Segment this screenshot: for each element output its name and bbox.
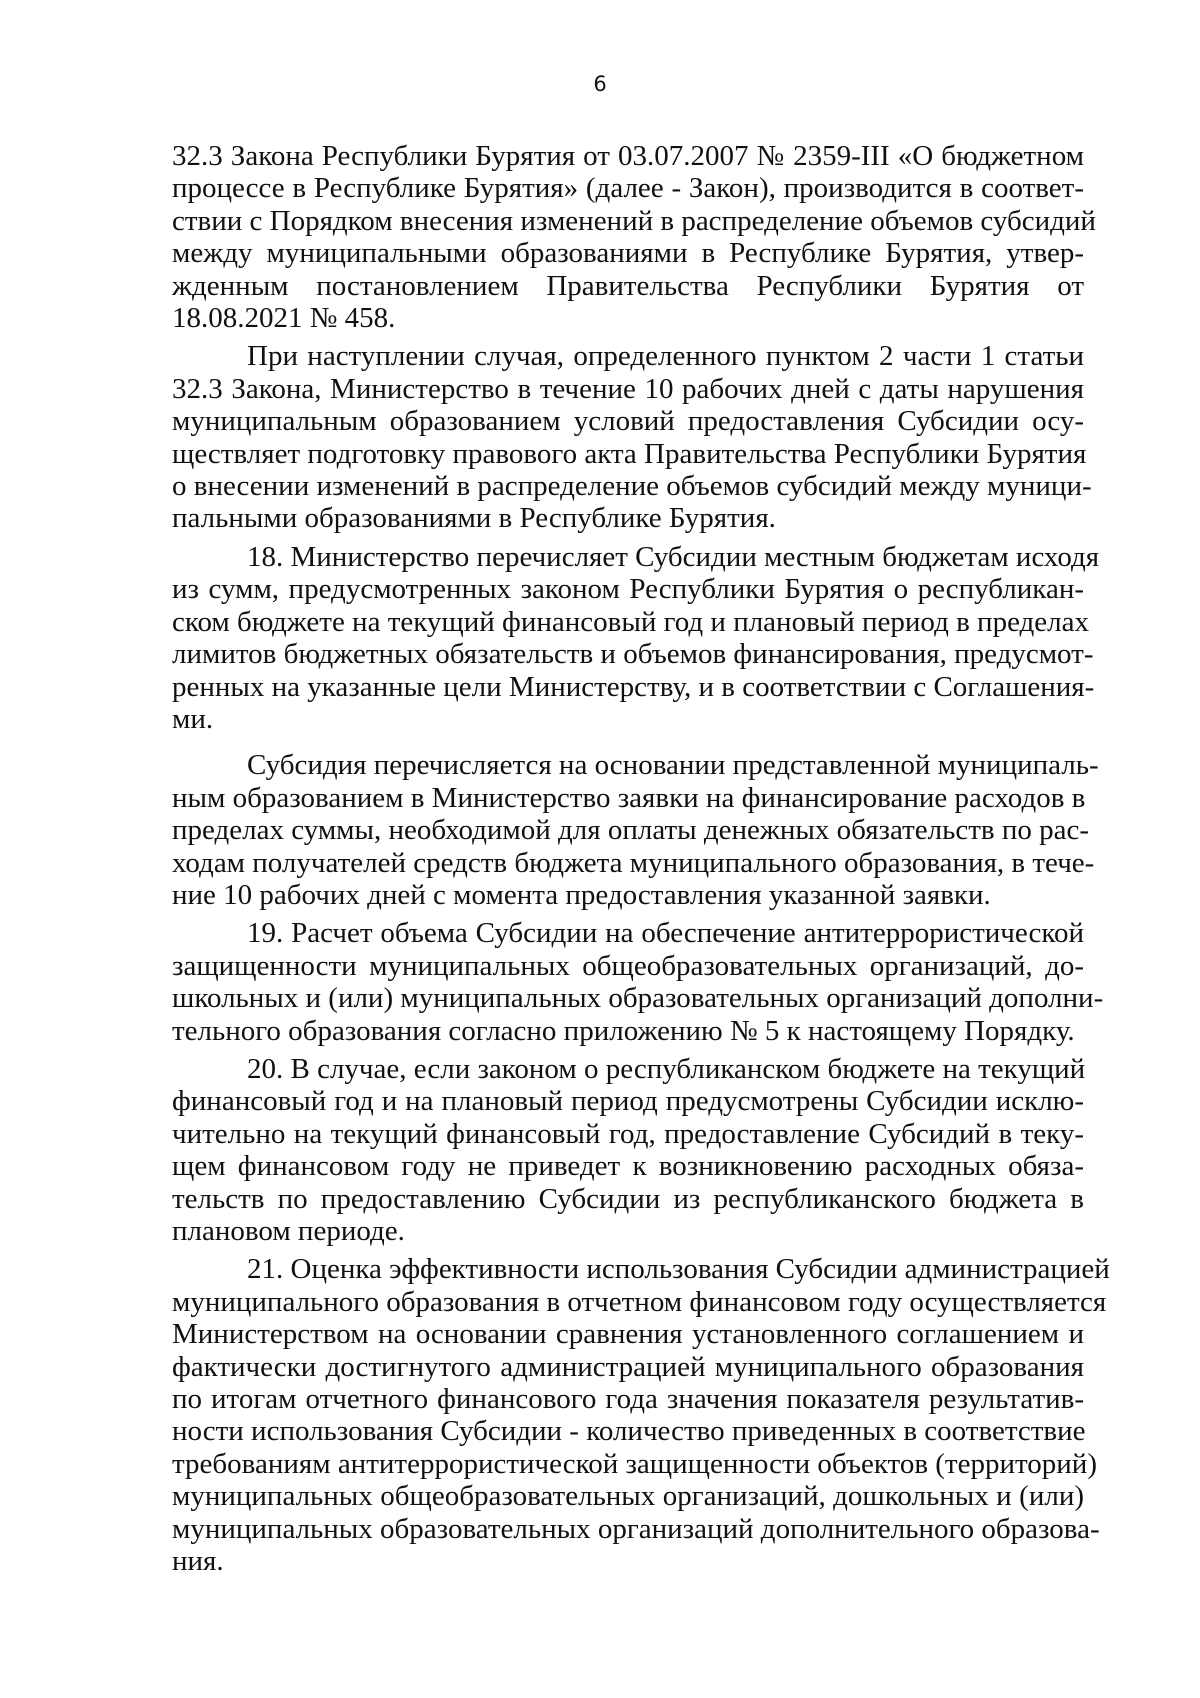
paragraph-item-20	[172, 1053, 1084, 1247]
text-line: о внесении изменений в распределение объемов субсидий между муници-	[172, 470, 1092, 503]
text-line: 20. В случае, если законом о республиканском бюджете на текущий	[247, 1052, 1086, 1085]
paragraph-subsidy-transfer	[172, 749, 1099, 911]
text-line: муниципальных образовательных организаций дополнительного образова-	[172, 1512, 1100, 1545]
text-line: 21. Оценка эффективности использования Субсидии администрацией	[247, 1253, 1110, 1286]
text-line: ния.	[172, 1545, 224, 1578]
paragraph-item-18	[172, 540, 1100, 735]
text-line: чительно на текущий финансовый год, предоставление Субсидий в теку-	[172, 1117, 1084, 1150]
text-line: требованиям антитеррористической защищенности объектов (территорий)	[172, 1447, 1097, 1480]
paragraph-violation-case	[172, 340, 1092, 535]
page-number: 6	[593, 72, 607, 96]
text-line: ствии с Порядком внесения изменений в распределение объемов субсидий	[172, 204, 1096, 237]
text-line: ходам получателей средств бюджета муниципального образования, в тече-	[172, 846, 1095, 879]
text-line: плановом периоде.	[172, 1215, 405, 1247]
document-body	[172, 140, 1110, 1578]
text-line: финансовый год и на плановый период предусмотрены Субсидии исклю-	[172, 1085, 1084, 1118]
text-line: тельств по предоставлению Субсидии из республиканского бюджета в	[172, 1182, 1084, 1215]
text-line: пределах суммы, необходимой для оплаты денежных обязательств по рас-	[172, 814, 1090, 847]
text-line: ском бюджете на текущий финансовый год и плановый период в пределах	[172, 605, 1090, 638]
text-line: жденным постановлением Правительства Республики Бурятия от	[172, 269, 1084, 302]
text-line: защищенности муниципальных общеобразовательных организаций, до-	[172, 949, 1084, 982]
text-line: муниципальных общеобразовательных организаций, дошкольных и (или)	[172, 1480, 1084, 1513]
text-line: тельного образования согласно приложению № 5 к настоящему Порядку.	[172, 1014, 1075, 1047]
text-line: лимитов бюджетных обязательств и объемов финансирования, предусмот-	[172, 638, 1094, 671]
paragraph-item-19	[172, 917, 1104, 1047]
text-line: 18.08.2021 № 458.	[172, 302, 396, 335]
text-line: 18. Министерство перечисляет Субсидии местным бюджетам исходя	[247, 540, 1100, 573]
text-line: 19. Расчет объема Субсидии на обеспечение антитеррористической	[247, 917, 1084, 950]
text-line: 32.3 Закона Республики Бурятия от 03.07.2007 № 2359-III «О бюджетном	[172, 140, 1084, 172]
text-line: фактически достигнутого администрацией муниципального образования	[172, 1350, 1084, 1383]
text-line: 32.3 Закона, Министерство в течение 10 рабочих дней с даты нарушения	[172, 372, 1084, 405]
text-line: ности использования Субсидии - количество приведенных в соответствие	[172, 1415, 1086, 1448]
text-line: муниципального образования в отчетном финансовом году осуществляется	[172, 1285, 1107, 1318]
text-line: ренных на указанные цели Министерству, и в соответствии с Соглашения-	[172, 670, 1095, 703]
text-line: по итогам отчетного финансового года значения показателя результатив-	[172, 1383, 1084, 1416]
text-line: школьных и (или) муниципальных образовательных организаций дополни-	[172, 982, 1104, 1015]
text-line: ным образованием в Министерство заявки на финансирование расходов в	[172, 781, 1086, 814]
text-line: щем финансовом году не приведет к возникновению расходных обяза-	[172, 1150, 1084, 1183]
text-line: ние 10 рабочих дней с момента предоставления указанной заявки.	[172, 878, 991, 911]
text-line: ществляет подготовку правового акта Правительства Республики Бурятия	[172, 437, 1087, 470]
text-line: Министерством на основании сравнения установленного соглашением и	[172, 1318, 1084, 1351]
text-line: между муниципальными образованиями в Республике Бурятия, утвер-	[172, 237, 1084, 270]
text-line: Субсидия перечисляется на основании представленной муниципаль-	[247, 749, 1099, 782]
text-line: При наступлении случая, определенного пунктом 2 части 1 статьи	[247, 340, 1084, 373]
text-line: муниципальным образованием условий предоставления Субсидии осу-	[172, 405, 1084, 438]
text-line: пальными образованиями в Республике Бурятия.	[172, 502, 776, 535]
text-line: ми.	[172, 702, 214, 735]
text-line: из сумм, предусмотренных законом Республики Бурятия о республикан-	[172, 573, 1084, 606]
paragraph-item-21	[172, 1253, 1110, 1578]
text-line: процессе в Республике Бурятия» (далее - Закон), производится в соответ-	[172, 172, 1084, 205]
paragraph-continuation	[172, 140, 1096, 335]
